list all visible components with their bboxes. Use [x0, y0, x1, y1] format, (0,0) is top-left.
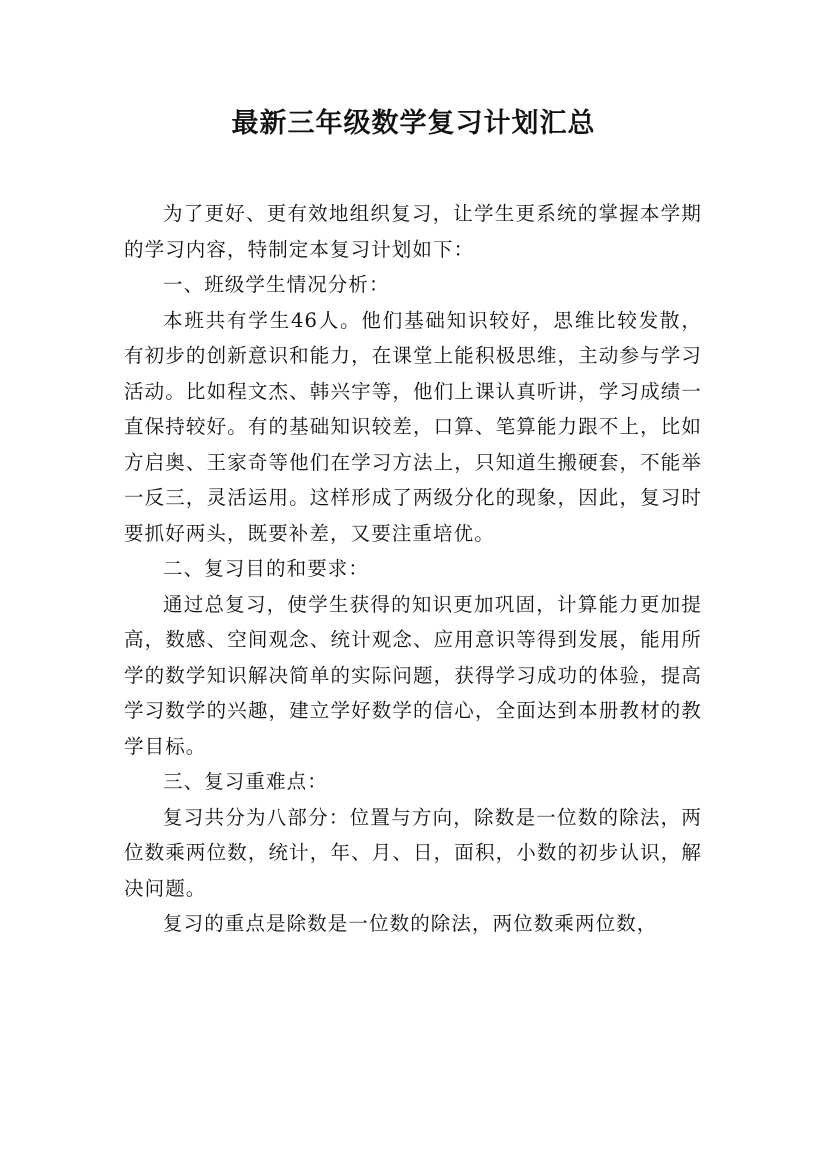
document-body	[124, 196, 702, 942]
section-heading-key-points: 三、复习重难点：	[163, 770, 328, 793]
document-title: 最新三年级数学复习计划汇总	[231, 108, 596, 139]
paragraph-review-focus: 复习的重点是除数是一位数的除法，两位数乘两位数，	[163, 912, 658, 935]
section-heading-goals: 二、复习目的和要求：	[163, 557, 370, 580]
section-heading-class-analysis: 一、班级学生情况分析：	[163, 273, 390, 296]
paragraph-intro: 为了更好、更有效地组织复习，让学生更系统的掌握本学期的学习内容，特制定本复习计划如下：	[124, 202, 702, 261]
paragraph-goals: 通过总复习，使学生获得的知识更加巩固，计算能力更加提高，数感、空间观念、统计观念、应用意识等得到发展，能用所学的数学知识解决简单的实际问题，获得学习成功的体验，提高学习数学的兴趣，建立学好数学的信心，全面达到本册教材的教学目标。	[124, 592, 702, 758]
paragraph-review-parts: 复习共分为八部分：位置与方向，除数是一位数的除法，两位数乘两位数，统计，年、月、日，面积，小数的初步认识，解决问题。	[124, 805, 702, 900]
paragraph-class-analysis: 本班共有学生46人。他们基础知识较好，思维比较发散，有初步的创新意识和能力，在课堂上能积极思维，主动参与学习活动。比如程文杰、韩兴宇等，他们上课认真听讲，学习成绩一直保持较好。有的基础知识较差，口算、笔算能力跟不上，比如方启奥、王家奇等他们在学习方法上，只知道生搬硬套，不能举一反三，灵活运用。这样形成了两级分化的现象，因此，复习时要抓好两头，既要补差，又要注重培优。	[124, 308, 702, 545]
